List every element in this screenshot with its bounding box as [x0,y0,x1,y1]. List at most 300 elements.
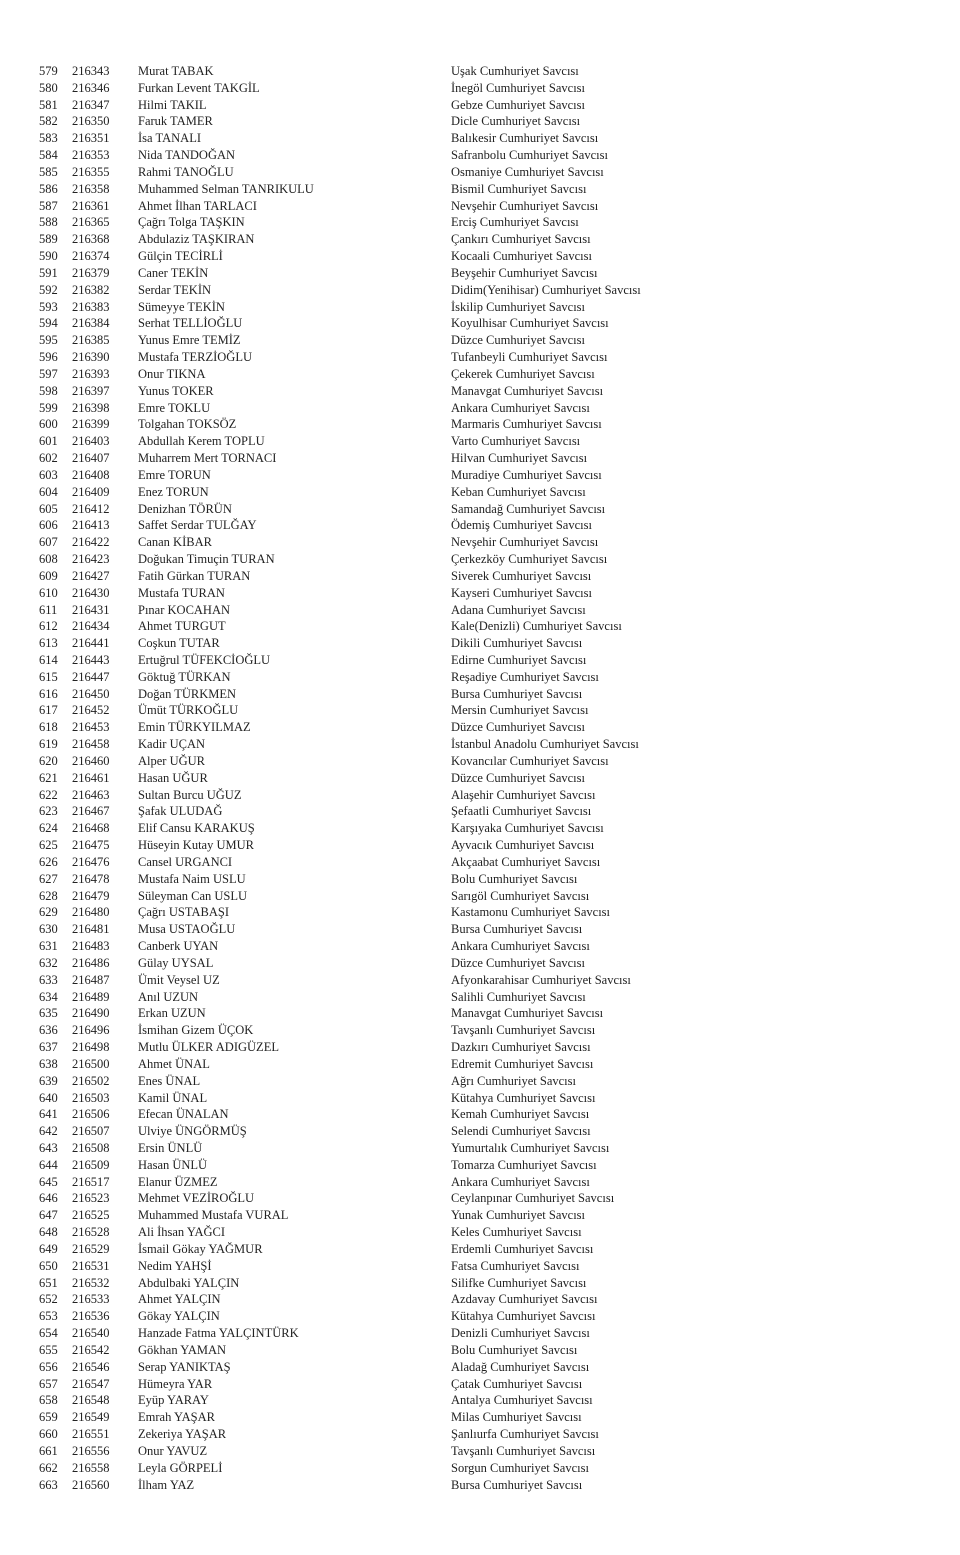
table-row [0,349,960,366]
row-number: 618 [39,720,58,735]
registry-number: 216496 [72,1023,110,1038]
table-row [0,1207,960,1224]
registry-number: 216500 [72,1056,110,1071]
person-name: Emre TORUN [138,467,211,482]
person-name: Muhammed Selman TANRIKULU [138,181,314,196]
table-row [0,702,960,719]
registry-number: 216409 [72,484,110,499]
assigned-post: Düzce Cumhuriyet Savcısı [451,720,585,735]
registry-number: 216390 [72,350,110,365]
assigned-post: Marmaris Cumhuriyet Savcısı [451,417,602,432]
assigned-post: Selendi Cumhuriyet Savcısı [451,1124,591,1139]
registry-number: 216408 [72,467,110,482]
registry-number: 216452 [72,703,110,718]
assigned-post: Milas Cumhuriyet Savcısı [451,1410,582,1425]
registry-number: 216479 [72,888,110,903]
assigned-post: Kovancılar Cumhuriyet Savcısı [451,753,609,768]
row-number: 622 [39,787,58,802]
registry-number: 216558 [72,1460,110,1475]
registry-number: 216431 [72,602,110,617]
registry-number: 216468 [72,821,110,836]
assigned-post: Edirne Cumhuriyet Savcısı [451,652,587,667]
assigned-post: Sarıgöl Cumhuriyet Savcısı [451,888,590,903]
table-row [0,921,960,938]
table-row [0,1275,960,1292]
table-row [0,1359,960,1376]
registry-number: 216365 [72,215,110,230]
person-name: Serap YANIKTAŞ [138,1359,231,1374]
person-name: Doğukan Timuçin TURAN [138,552,275,567]
assigned-post: Edremit Cumhuriyet Savcısı [451,1056,594,1071]
person-name: Anıl UZUN [138,989,199,1004]
registry-number: 216551 [72,1427,110,1442]
person-name: Hanzade Fatma YALÇINTÜRK [138,1326,299,1341]
registry-number: 216463 [72,787,110,802]
registry-number: 216343 [72,64,110,78]
row-number: 596 [39,350,58,365]
person-name: Enes ÜNAL [138,1073,201,1088]
row-number: 635 [39,1006,58,1021]
table-row [0,282,960,299]
registry-number: 216523 [72,1191,110,1206]
row-number: 641 [39,1107,58,1122]
person-name: Ümit Veysel UZ [138,972,220,987]
registry-number: 216355 [72,164,110,179]
person-name: Canberk UYAN [138,939,219,954]
assigned-post: Tavşanlı Cumhuriyet Savcısı [451,1443,596,1458]
table-row [0,551,960,568]
table-row [0,1308,960,1325]
assigned-post: Manavgat Cumhuriyet Savcısı [451,383,604,398]
registry-number: 216525 [72,1208,110,1223]
registry-number: 216542 [72,1342,110,1357]
table-row [0,416,960,433]
registry-number: 216502 [72,1073,110,1088]
table-row [0,1090,960,1107]
assigned-post: Tavşanlı Cumhuriyet Savcısı [451,1023,596,1038]
person-name: Gökay YALÇIN [138,1309,220,1324]
assigned-post: Balıkesir Cumhuriyet Savcısı [451,131,599,146]
row-number: 626 [39,854,58,869]
registry-number: 216480 [72,905,110,920]
row-number: 604 [39,484,58,499]
registry-number: 216478 [72,871,110,886]
row-number: 643 [39,1141,58,1155]
row-number: 585 [39,164,58,179]
table-row [0,618,960,635]
person-name: Ahmet YALÇIN [138,1292,221,1307]
registry-number: 216412 [72,501,110,516]
table-row [0,1443,960,1460]
registry-number: 216353 [72,148,110,163]
person-name: Enez TORUN [138,484,209,499]
registry-number: 216393 [72,366,110,381]
person-name: Zekeriya YAŞAR [138,1427,227,1442]
registry-number: 216383 [72,299,110,314]
assigned-post: Alaşehir Cumhuriyet Savcısı [451,787,596,802]
row-number: 610 [39,585,58,600]
registry-number: 216350 [72,114,110,129]
person-name: Ahmet TURGUT [138,619,226,634]
registry-number: 216458 [72,737,110,752]
assigned-post: Kemah Cumhuriyet Savcısı [451,1107,590,1122]
person-name: Rahmi TANOĞLU [138,164,234,179]
table-row [0,534,960,551]
table-row [0,1325,960,1342]
person-name: Nedim YAHŞİ [138,1258,212,1273]
person-name: İsa TANALI [138,131,201,146]
row-number: 652 [39,1292,58,1307]
assigned-post: Varto Cumhuriyet Savcısı [451,434,581,449]
registry-number: 216379 [72,265,110,280]
table-row [0,736,960,753]
row-number: 640 [39,1090,58,1105]
row-number: 611 [39,602,58,617]
person-name: Gülçin TECİRLİ [138,249,223,264]
table-row [0,484,960,501]
row-number: 632 [39,955,58,970]
row-number: 603 [39,467,58,482]
person-name: Emre TOKLU [138,400,211,415]
assigned-post: Düzce Cumhuriyet Savcısı [451,770,585,785]
registry-number: 216506 [72,1107,110,1122]
row-number: 617 [39,703,58,718]
row-number: 658 [39,1393,58,1408]
registry-number: 216481 [72,922,110,937]
person-name: Hasan UĞUR [138,770,208,785]
row-number: 645 [39,1174,58,1189]
person-name: Abdulaziz TAŞKIRAN [138,232,255,247]
table-row [0,113,960,130]
table-row [0,652,960,669]
registry-number: 216549 [72,1410,110,1425]
registry-number: 216533 [72,1292,110,1307]
table-row [0,181,960,198]
assigned-post: Kocaali Cumhuriyet Savcısı [451,249,592,264]
table-row [0,1258,960,1275]
person-name: Ahmet İlhan TARLACI [138,198,257,213]
table-row [0,972,960,989]
table-row [0,130,960,147]
table-row [0,669,960,686]
row-number: 644 [39,1157,58,1172]
person-name: Gökhan YAMAN [138,1342,227,1357]
assigned-post: Salihli Cumhuriyet Savcısı [451,989,586,1004]
row-number: 614 [39,652,58,667]
row-number: 628 [39,888,58,903]
person-name: Hasan ÜNLÜ [138,1157,208,1172]
row-number: 591 [39,265,58,280]
person-name: Çağrı Tolga TAŞKIN [138,215,245,230]
assigned-post: Antalya Cumhuriyet Savcısı [451,1393,593,1408]
assigned-post: Bolu Cumhuriyet Savcısı [451,871,578,886]
row-number: 607 [39,535,58,550]
table-row [0,198,960,215]
table-row [0,315,960,332]
row-number: 592 [39,282,58,297]
row-number: 613 [39,636,58,651]
assigned-post: Gebze Cumhuriyet Savcısı [451,97,585,112]
row-number: 624 [39,821,58,836]
assigned-post: Nevşehir Cumhuriyet Savcısı [451,198,599,213]
row-number: 634 [39,989,58,1004]
row-number: 642 [39,1124,58,1139]
person-name: Erkan UZUN [138,1006,206,1021]
registry-number: 216476 [72,854,110,869]
person-name: Elanur ÜZMEZ [138,1174,218,1189]
assigned-post: Uşak Cumhuriyet Savcısı [451,64,579,78]
person-name: Doğan TÜRKMEN [138,686,237,701]
row-number: 657 [39,1376,58,1391]
row-number: 582 [39,114,58,129]
registry-number: 216532 [72,1275,110,1290]
person-name: Süleyman Can USLU [138,888,248,903]
table-row [0,938,960,955]
registry-number: 216358 [72,181,110,196]
assigned-post: Dicle Cumhuriyet Savcısı [451,114,581,129]
row-number: 639 [39,1073,58,1088]
assigned-post: Didim(Yenihisar) Cumhuriyet Savcısı [451,282,641,297]
registry-number: 216413 [72,518,110,533]
table-row [0,231,960,248]
row-number: 656 [39,1359,58,1374]
person-name: Mutlu ÜLKER ADIGÜZEL [138,1040,279,1055]
person-name: Nida TANDOĞAN [138,148,236,163]
assigned-post: Nevşehir Cumhuriyet Savcısı [451,535,599,550]
table-row [0,1224,960,1241]
assigned-post: Ceylanpınar Cumhuriyet Savcısı [451,1191,615,1206]
row-number: 615 [39,669,58,684]
row-number: 661 [39,1443,58,1458]
assigned-post: Dikili Cumhuriyet Savcısı [451,636,583,651]
row-number: 662 [39,1460,58,1475]
assigned-post: Azdavay Cumhuriyet Savcısı [451,1292,598,1307]
row-number: 623 [39,804,58,819]
row-number: 588 [39,215,58,230]
assigned-post: Düzce Cumhuriyet Savcısı [451,955,585,970]
assigned-post: Bursa Cumhuriyet Savcısı [451,922,583,937]
assigned-post: Bolu Cumhuriyet Savcısı [451,1342,578,1357]
registry-number: 216450 [72,686,110,701]
table-row [0,366,960,383]
person-name: Canan KİBAR [138,535,212,550]
person-name: Emin TÜRKYILMAZ [138,720,251,735]
registry-number: 216507 [72,1124,110,1139]
person-name: Mehmet VEZİROĞLU [138,1191,255,1206]
row-number: 648 [39,1225,58,1240]
table-row [0,1106,960,1123]
table-row [0,332,960,349]
row-number: 602 [39,451,58,466]
row-number: 616 [39,686,58,701]
person-name: Şafak ULUDAĞ [138,804,223,819]
row-number: 599 [39,400,58,415]
assigned-post: Bismil Cumhuriyet Savcısı [451,181,587,196]
assigned-post: Bursa Cumhuriyet Savcısı [451,686,583,701]
person-name: Hüseyin Kutay UMUR [138,838,254,853]
row-number: 579 [39,64,58,78]
registry-number: 216508 [72,1141,110,1155]
person-name: Hümeyra YAR [138,1376,213,1391]
assigned-post: Ankara Cumhuriyet Savcısı [451,400,590,415]
row-number: 659 [39,1410,58,1425]
person-name: Cansel URGANCI [138,854,233,869]
table-row [0,1190,960,1207]
table-row [0,265,960,282]
assigned-post: Beyşehir Cumhuriyet Savcısı [451,265,598,280]
table-row [0,63,960,80]
person-name: Leyla GÖRPELİ [138,1460,223,1475]
registry-number: 216347 [72,97,110,112]
assigned-post: Safranbolu Cumhuriyet Savcısı [451,148,608,163]
table-row [0,214,960,231]
row-number: 606 [39,518,58,533]
registry-number: 216503 [72,1090,110,1105]
registry-number: 216422 [72,535,110,550]
row-number: 651 [39,1275,58,1290]
row-number: 612 [39,619,58,634]
registry-number: 216475 [72,838,110,853]
registry-number: 216346 [72,80,110,95]
table-row [0,433,960,450]
row-number: 598 [39,383,58,398]
assigned-post: Bursa Cumhuriyet Savcısı [451,1477,583,1492]
row-number: 636 [39,1023,58,1038]
assigned-post: Ankara Cumhuriyet Savcısı [451,939,590,954]
table-row [0,719,960,736]
row-number: 650 [39,1258,58,1273]
assigned-post: Silifke Cumhuriyet Savcısı [451,1275,587,1290]
person-name: Hilmi TAKIL [138,97,207,112]
person-name: Ulviye ÜNGÖRMÜŞ [138,1124,247,1139]
registry-number: 216434 [72,619,110,634]
registry-number: 216398 [72,400,110,415]
registry-number: 216427 [72,568,110,583]
row-number: 593 [39,299,58,314]
row-number: 597 [39,366,58,381]
assigned-post: Kütahya Cumhuriyet Savcısı [451,1309,596,1324]
registry-number: 216517 [72,1174,110,1189]
row-number: 620 [39,753,58,768]
person-name: Kadir UÇAN [138,737,206,752]
row-number: 649 [39,1241,58,1256]
person-name: Serdar TEKİN [138,282,212,297]
registry-number: 216529 [72,1241,110,1256]
assigned-post: Ayvacık Cumhuriyet Savcısı [451,838,595,853]
registry-number: 216351 [72,131,110,146]
table-row [0,1005,960,1022]
assigned-post: Çatak Cumhuriyet Savcısı [451,1376,583,1391]
person-name: Furkan Levent TAKGİL [138,80,260,95]
row-number: 600 [39,417,58,432]
table-row [0,585,960,602]
person-name: Gülay UYSAL [138,955,214,970]
row-number: 654 [39,1326,58,1341]
table-row [0,989,960,1006]
person-name: Mustafa TERZİOĞLU [138,350,252,365]
registry-number: 216483 [72,939,110,954]
table-row [0,517,960,534]
table-row [0,1073,960,1090]
registry-number: 216546 [72,1359,110,1374]
assigned-post: Yumurtalık Cumhuriyet Savcısı [451,1141,610,1155]
registry-number: 216486 [72,955,110,970]
table-row [0,635,960,652]
person-name: Onur YAVUZ [138,1443,208,1458]
table-row [0,501,960,518]
table-row [0,568,960,585]
table-row [0,248,960,265]
registry-number: 216460 [72,753,110,768]
table-row [0,888,960,905]
assigned-post: Karşıyaka Cumhuriyet Savcısı [451,821,604,836]
table-row [0,1426,960,1443]
assigned-post: Tufanbeyli Cumhuriyet Savcısı [451,350,608,365]
row-number: 621 [39,770,58,785]
registry-number: 216490 [72,1006,110,1021]
row-number: 586 [39,181,58,196]
assigned-post: Osmaniye Cumhuriyet Savcısı [451,164,604,179]
assigned-post: Keban Cumhuriyet Savcısı [451,484,586,499]
row-number: 663 [39,1477,58,1492]
assigned-post: Hilvan Cumhuriyet Savcısı [451,451,588,466]
registry-number: 216548 [72,1393,110,1408]
person-name: Elif Cansu KARAKUŞ [138,821,255,836]
assigned-post: Ağrı Cumhuriyet Savcısı [451,1073,576,1088]
table-row [0,955,960,972]
assigned-post: Çekerek Cumhuriyet Savcısı [451,366,595,381]
registry-number: 216498 [72,1040,110,1055]
person-name: Caner TEKİN [138,265,209,280]
table-row [0,1174,960,1191]
assigned-post: Dazkırı Cumhuriyet Savcısı [451,1040,591,1055]
registry-number: 216382 [72,282,110,297]
person-name: Ersin ÜNLÜ [138,1141,203,1155]
person-name: Fatih Gürkan TURAN [138,568,251,583]
table-row [0,602,960,619]
person-name: Ali İhsan YAĞCI [138,1225,226,1240]
row-number: 583 [39,131,58,146]
table-row [0,1241,960,1258]
registry-number: 216461 [72,770,110,785]
registry-number: 216531 [72,1258,110,1273]
row-number: 655 [39,1342,58,1357]
assigned-post: İnegöl Cumhuriyet Savcısı [451,80,586,95]
table-row [0,450,960,467]
assigned-post: İskilip Cumhuriyet Savcısı [451,299,586,314]
person-name: Tolgahan TOKSÖZ [138,417,237,432]
row-number: 581 [39,97,58,112]
person-name: İsmihan Gizem ÜÇOK [138,1023,254,1038]
assigned-post: Şanlıurfa Cumhuriyet Savcısı [451,1427,599,1442]
registry-number: 216407 [72,451,110,466]
row-number: 633 [39,972,58,987]
assigned-post: Kütahya Cumhuriyet Savcısı [451,1090,596,1105]
registry-number: 216397 [72,383,110,398]
assigned-post: Sorgun Cumhuriyet Savcısı [451,1460,589,1475]
person-name: Musa USTAOĞLU [138,922,236,937]
registry-number: 216536 [72,1309,110,1324]
table-row [0,400,960,417]
person-name: Mustafa Naim USLU [138,871,246,886]
assigned-post: İstanbul Anadolu Cumhuriyet Savcısı [451,737,639,752]
registry-number: 216487 [72,972,110,987]
table-row [0,1140,960,1157]
assigned-post: Çerkezköy Cumhuriyet Savcısı [451,552,608,567]
assigned-post: Kastamonu Cumhuriyet Savcısı [451,905,611,920]
row-number: 627 [39,871,58,886]
row-number: 646 [39,1191,58,1206]
